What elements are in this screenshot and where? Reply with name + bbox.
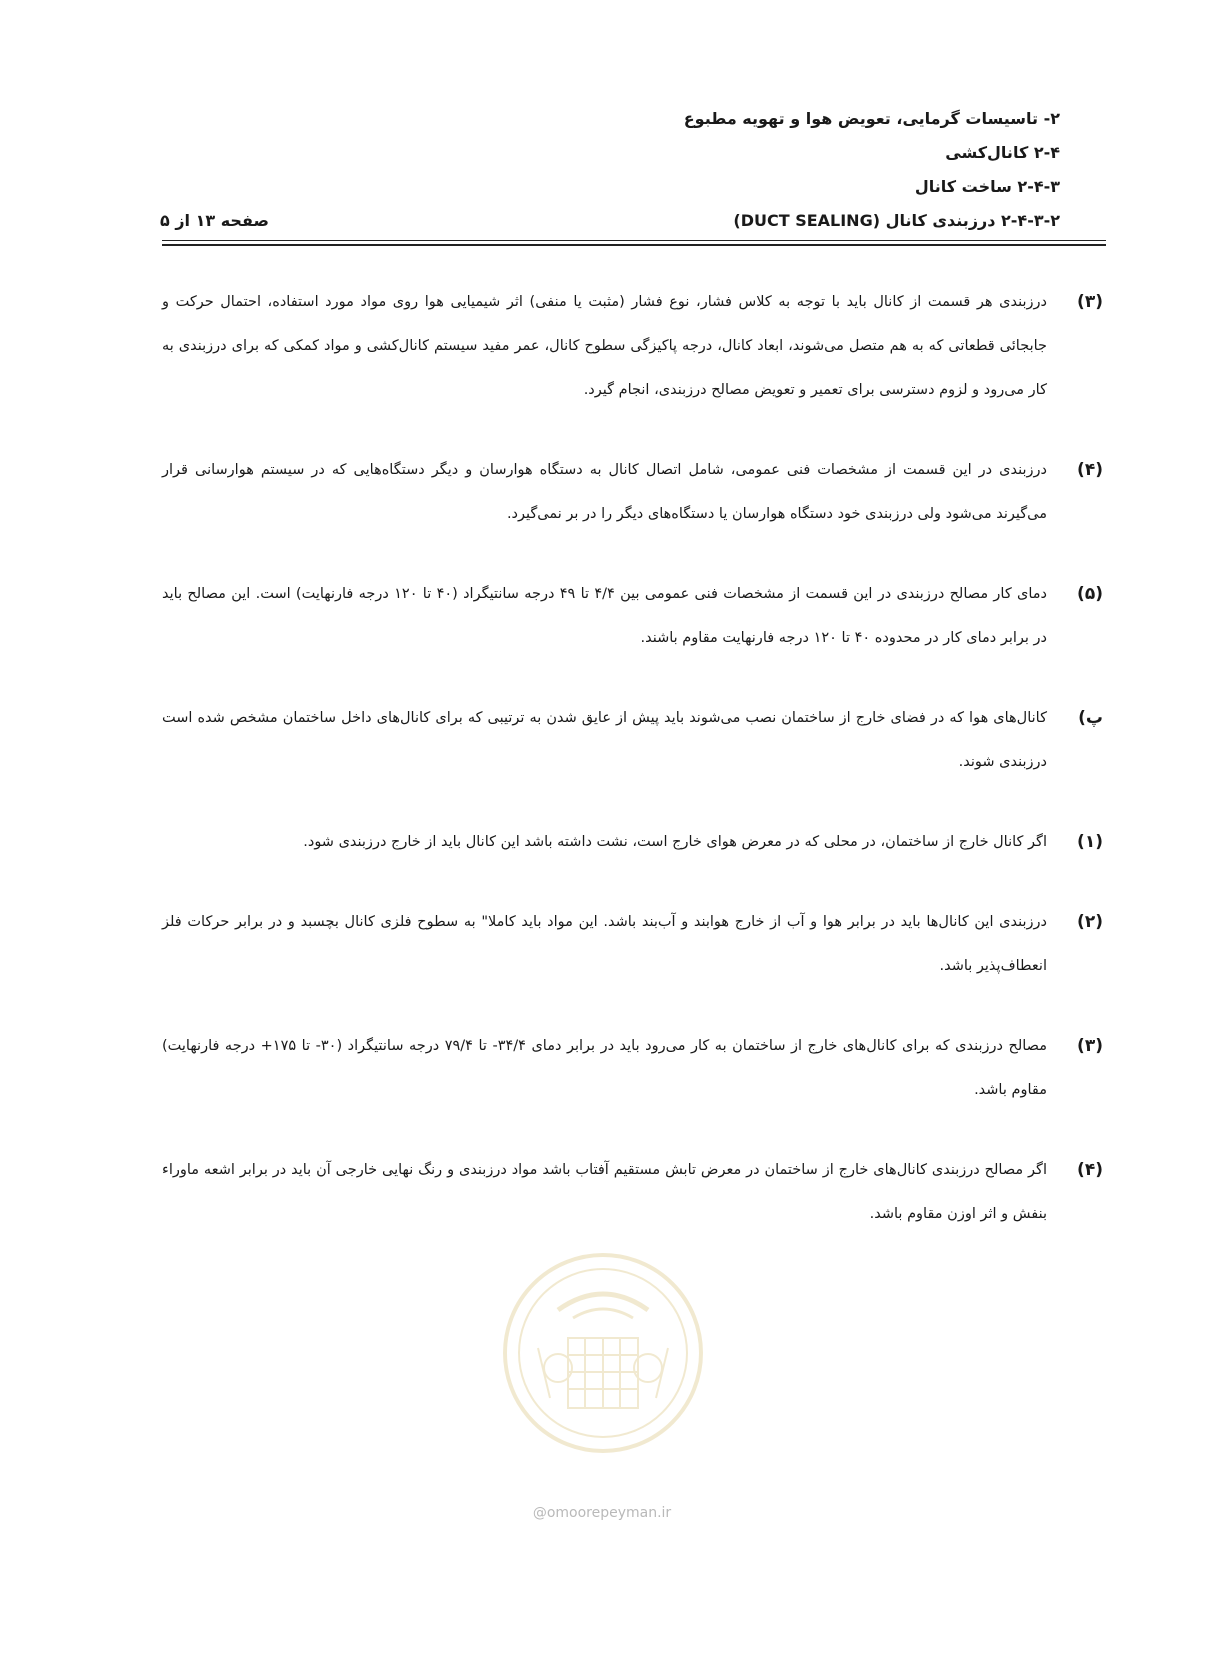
item-marker: (۱) [1077,832,1103,852]
list-item [162,696,1103,784]
header-topic-title: ۲-۴-۳-۲ درزبندی کانال (DUCT SEALING) [733,211,1060,230]
item-text: درزبندی هر قسمت از کانال باید با توجه به کلاس فشار، نوع فشار (مثبت یا منفی) اثر شیمیایی هوا روی مواد مورد استفاده، احتمال حرکت و جابجائی قطعاتی که به هم متصل می‌شوند، ابعاد کانال، درجه پاکیزگی سطوح کانال، عمر مفید سیستم کانال‌کشی و مواد کمکی که برای درزبندی به کار می‌رود و لزوم دسترسی برای تعمیر و تعویض مصالح درزبندی، انجام گیرد. [162,294,1047,398]
item-marker: (۳) [1077,292,1103,312]
list-item [162,1148,1103,1236]
watermark-url: @omoorepeyman.ir [532,1505,672,1521]
header-subsubsection-title: ۲-۴-۳ ساخت کانال [914,177,1060,196]
item-text: مصالح درزبندی که برای کانال‌های خارج از ساختمان به کار می‌رود باید در برابر دمای ۳۴/۴- تا ۷۹/۴ درجه سانتیگراد (۳۰- تا ۱۷۵+ درجه فارنهایت) مقاوم باشد. [162,1038,1048,1098]
header-divider [162,240,1106,241]
header-subsection-title: ۲-۴ کانال‌کشی [945,143,1060,162]
content-list [162,280,1103,1272]
item-marker: (۴) [1077,460,1103,480]
item-text: درزبندی این کانال‌ها باید در برابر هوا و آب از خارج هوابند و آب‌بند باشد. این مواد باید کاملا" به سطوح فلزی کانال بچسبد و در برابر حرکات فلز انعطاف‌پذیر باشد. [162,914,1047,974]
header-section-title: ۲- تاسیسات گرمایی، تعویض هوا و تهویه مطبوع [683,109,1060,128]
item-marker: (۳) [1077,1036,1103,1056]
item-text: درزبندی در این قسمت از مشخصات فنی عمومی، شامل اتصال کانال به دستگاه هوارسان و دیگر دستگاه‌هایی که در سیستم هوارسانی قرار می‌گیرند می‌شود ولی درزبندی خود دستگاه هوارسان یا دستگاه‌های دیگر را در بر نمی‌گیرد. [162,462,1047,522]
list-item [162,572,1103,660]
page-number: صفحه ۱۳ از ۵ [160,211,269,230]
item-text: کانال‌های هوا که در فضای خارج از ساختمان نصب می‌شوند باید پیش از عایق شدن به ترتیبی که برای کانال‌های داخل ساختمان مشخص شده است درزبندی شوند. [162,710,1047,770]
list-item [162,280,1103,412]
item-marker: (۴) [1077,1160,1103,1180]
list-item [162,1024,1103,1112]
document-header [160,102,1060,238]
watermark-logo [498,1248,708,1458]
header-divider-thick [162,244,1106,246]
list-item [162,448,1103,536]
item-text: دمای کار مصالح درزبندی در این قسمت از مشخصات فنی عمومی بین ۴/۴ تا ۴۹ درجه سانتیگراد (۴۰ تا ۱۲۰ درجه فارنهایت) است. این مصالح باید در برابر دمای کار در محدوده ۴۰ تا ۱۲۰ درجه فارنهایت مقاوم باشند. [162,586,1048,646]
item-marker: (۲) [1077,912,1103,932]
item-marker: (۵) [1077,584,1103,604]
item-marker: پ) [1078,708,1103,728]
list-item [162,900,1103,988]
item-text: اگر مصالح درزبندی کانال‌های خارج از ساختمان در معرض تابش مستقیم آفتاب باشد مواد درزبندی و رنگ نهایی خارجی آن باید در برابر اشعه ماوراء بنفش و اثر اوزن مقاوم باشد. [162,1162,1047,1222]
list-item [162,820,1103,864]
item-text: اگر کانال خارج از ساختمان، در محلی که در معرض هوای خارج است، نشت داشته باشد این کانال باید از خارج درزبندی شود. [303,834,1047,850]
